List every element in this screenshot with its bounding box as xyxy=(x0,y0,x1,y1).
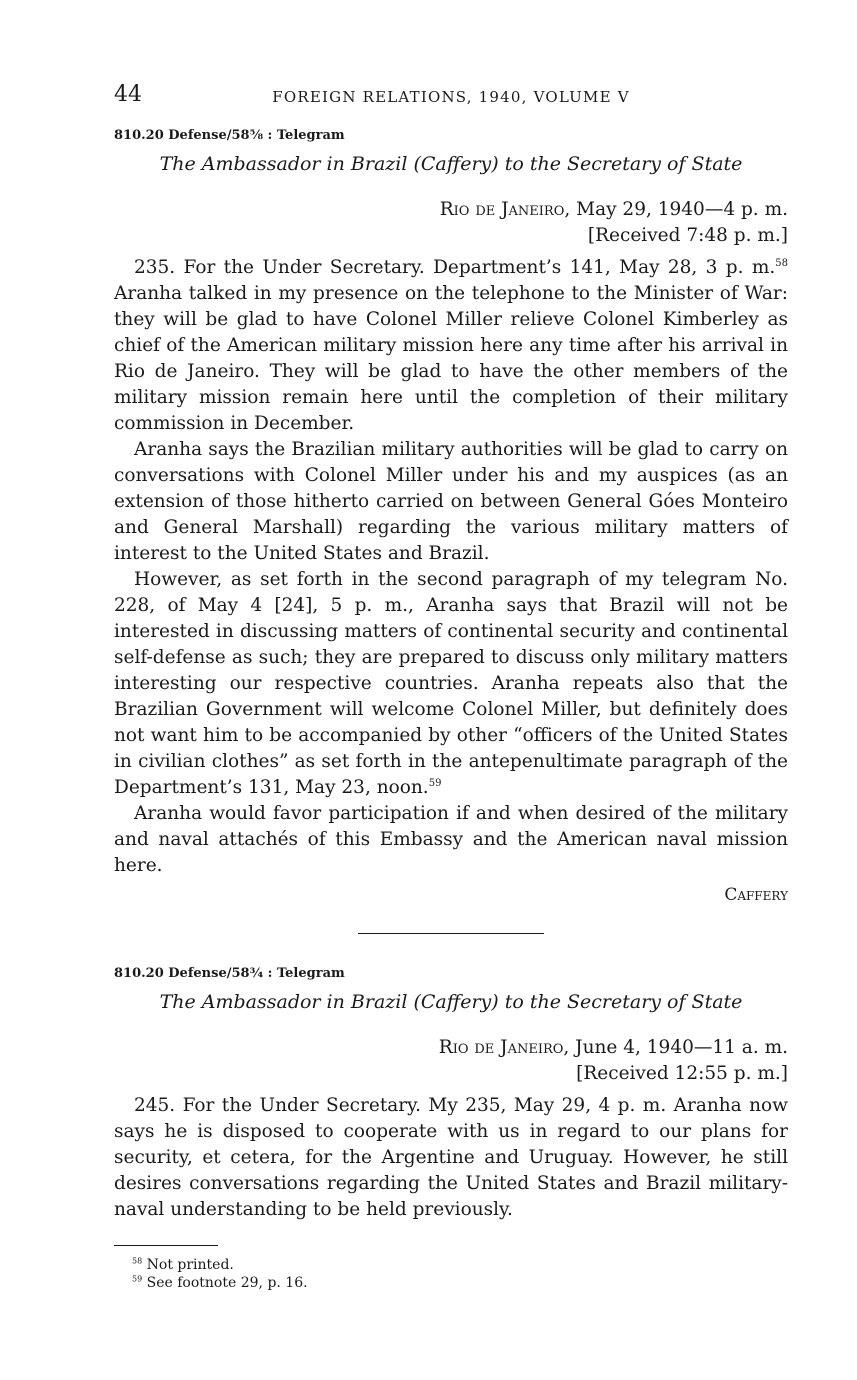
running-head-title: FOREIGN RELATIONS, 1940, VOLUME V xyxy=(272,88,630,106)
running-head xyxy=(114,80,788,114)
received-time: [Received 7:48 p. m.] xyxy=(587,225,788,246)
telegram-235 xyxy=(114,128,788,905)
paragraph: Aranha says the Brazilian military authorities will be glad to carry on conversations with Colonel Miller under his and my auspices (as an extension of those hitherto carried on between General Góes Monteiro and General Marshall) regarding the various military matters of interest to the United States and Brazil. xyxy=(114,439,788,564)
paragraph xyxy=(114,255,788,437)
footnote-ref: 59 xyxy=(428,777,442,789)
paragraph: Aranha would favor participation if and when desired of the military and naval attachés of this Embassy and the American naval mission here. xyxy=(114,803,788,876)
footnote-rule xyxy=(114,1245,218,1246)
dateline xyxy=(114,197,788,223)
paragraph-text: 235. For the Under Secretary. Department’s 141, May 28, 3 p. m. xyxy=(134,257,776,278)
paragraph-text: However, as set forth in the second paragraph of my telegram No. 228, of May 4 [24], 5 p. m., Aranha says that Brazil will not be interested in discussing matters of continental security and continental self-defense as such; they are prepared to discuss only military matters interesting our respective countries. Aranha repeats also that the Brazilian Government will welcome Colonel Miller, but definitely does not want him to be accompanied by other “officers of the United States in civilian clothes” as set forth in the antepenultimate paragraph of the Department’s 131, May 23, noon. xyxy=(114,569,788,798)
received-time: [Received 12:55 p. m.] xyxy=(576,1063,788,1084)
file-reference: 810.20 Defense/58⅝ : Telegram xyxy=(114,128,345,143)
dateline-date: June 4, 1940—11 a. m. xyxy=(569,1037,788,1058)
document-title: The Ambassador in Brazil (Caffery) to the Secretary of State xyxy=(159,991,743,1013)
dateline-place: Rio de Janeiro, xyxy=(438,1037,570,1058)
dateline-date: May 29, 1940—4 p. m. xyxy=(570,199,788,220)
footnote-ref: 58 xyxy=(775,257,788,269)
paragraph: 245. For the Under Secretary. My 235, May 29, 4 p. m. Aranha now says he is disposed to cooperate with us in regard to our plans for security, et cetera, for the Argentine and Uruguay. However, he still desires conversations regarding the United States and Brazil military-naval understanding to be held previously. xyxy=(114,1095,788,1220)
footnote-text: Not printed. xyxy=(146,1257,234,1273)
page-number: 44 xyxy=(114,82,142,107)
footnote xyxy=(114,1274,788,1292)
file-reference: 810.20 Defense/58¾ : Telegram xyxy=(114,966,345,981)
section-divider xyxy=(358,933,544,934)
paragraph-text: Aranha talked in my presence on the telephone to the Minister of War: they will be glad to have Colonel Miller relieve Colonel Kimberley as chief of the American military mission here any time after his arrival in Rio de Janeiro. They will be glad to have the other members of the military mission remain here until the completion of their military commission in December. xyxy=(114,283,788,434)
footnote-text: See footnote 29, p. 16. xyxy=(146,1275,308,1291)
footnote-number: 58 xyxy=(132,1256,143,1266)
dateline-place: Rio de Janeiro, xyxy=(439,199,571,220)
paragraph xyxy=(114,567,788,801)
signature: Caffery xyxy=(724,885,788,905)
footnote-number: 59 xyxy=(132,1274,143,1284)
document-title: The Ambassador in Brazil (Caffery) to the Secretary of State xyxy=(159,153,743,175)
telegram-245 xyxy=(114,966,788,1223)
footnote xyxy=(114,1256,788,1274)
dateline xyxy=(114,1035,788,1061)
document-page xyxy=(114,80,788,1292)
